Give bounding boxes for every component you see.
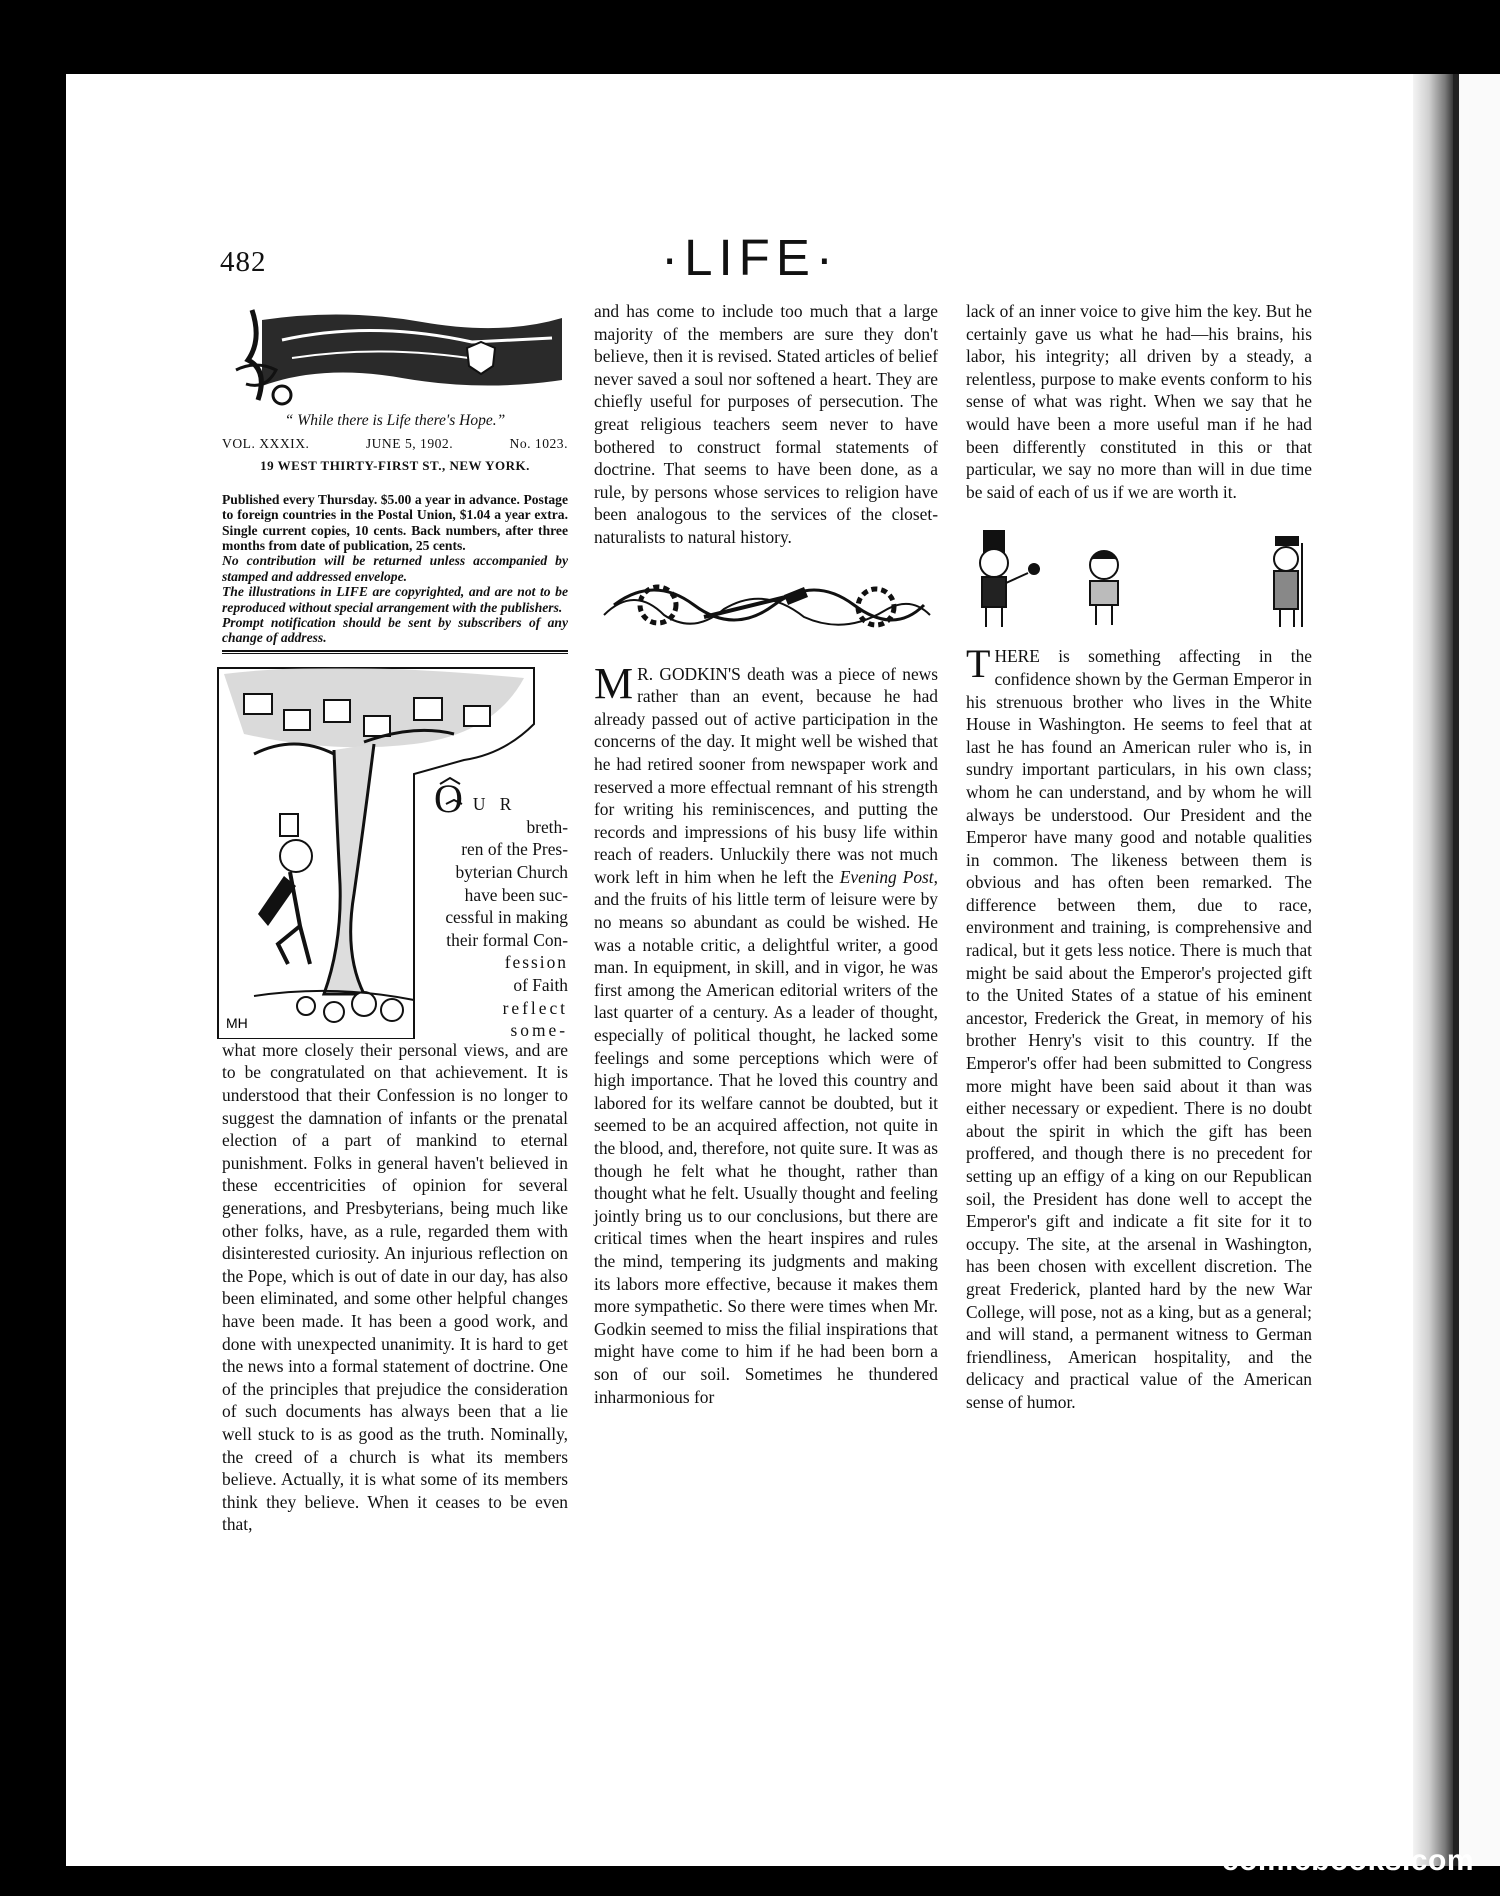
- issue-number: No. 1023.: [509, 435, 568, 451]
- three-figures-illustration: [966, 523, 1312, 633]
- motto: “ While there is Life there's Hope.”: [284, 412, 506, 429]
- godkin-article: M R. GODKIN'S death was a piece of news rather than an event, because he had already passed out of active participation in the concerns of the day. It might well be wished that he had retired sooner from newspaper work and reserved a more effectual remnant of his strength for writing his reminiscences, and putting the records and impressions of his busy life within reach of readers. Unluckily there was not much work left in him when he left the Evening Post, and the fruits of his little term of leisure were by no means so abundant as could be wished. He was a notable critic, a delightful writer, a good man. In equipment, in skill, and in vigor, he was first among the American editorial writers of the last quarter of a century. As a leader of thought, especially of political thought, he lacked some feelings and some perceptions which were of high importance. That he loved this country and labored for its welfare cannot be doubted, but it seemed to be an acquired affection, not quite in the blood, and, therefore, not quite sure. It was as though he felt what he thought, rather than thought what he felt. Usually thought and feeling jointly bring us to our conclusions, but there are critical times when the heart inspires and rules the mind, tempering its judgments and making its labors more effective, because it makes them more sympathetic. So there were times when Mr. Godkin seemed to miss the filial inspirations that might have come to him if he had been born a son of our soil. Sometimes he thundered inharmonious for: [594, 658, 938, 1407]
- presbyterian-article-opening: [222, 664, 568, 1039]
- kaiser-article: THERE is something affecting in the confidence shown by the German Emperor in his strenuous brother who lives in the White House in Washington. He seems to feel that at last he has found an American ruler who is, in sundry important particulars, in his own class; whom he can understand, and by whom he will always be understood. Our President and the Emperor have many good and notable qualities in common. The likeness between them is obvious and has often been remarked. The difference between them, due to race, environment and training, is comprehensive and radical, but it gets less notice. There is much that might be said about the Emperor's projected gift to the United States of a statue of his eminent ancestor, Frederick the Great, in memory of his brother Henry's visit to this country. If the Emperor's offer had been submitted to Congress more might have been said about it than was either necessary or expedient. There is no doubt about the spirit in which the gift has been proffered, and though there is no precedent for setting up an effigy of a king on our Republican soil, the President has done well to accept the Emperor's gift and indicate a fit site for it to occupy. The site, at the arsenal in Washington, has been chosen with excellent discretion. The great Frederick, planted hard by the new War College, will pose, not as a king, but as a general; and will stand, a permanent witness to German friendliness, American hospitality, and the delicacy and practical value of the American sense of humor.: [966, 641, 1312, 1412]
- facing-page-edge: [1453, 74, 1500, 1866]
- volume: VOL. XXXIX.: [222, 435, 310, 451]
- ornament-divider-illustration: [594, 565, 938, 645]
- masthead-life: ·LIFE·: [661, 229, 839, 286]
- column-1: [222, 300, 568, 1536]
- illustration-signature: MH: [226, 1014, 248, 1031]
- address: 19 WEST THIRTY-FIRST ST., NEW YORK.: [260, 458, 530, 474]
- presbyterian-article-body: what more closely their personal views, and are to be congratulated on that achievement. It is understood that their Confession is no longer to suggest the damnation of infants or the prenatal election of a part of mankind to eternal punishment. Folks in general haven't believed in these eccentricities of opinion for several generations, and Presbyterians, being much like other folks, have, as a rule, regarded them with disinterested curiosity. An injurious reflection on the Pope, which is out of date in our day, has also been eliminated, and some other helpful changes have been made. It has been a good work, and done with unexpected unanimity. It is hard to get the news into a formal statement of doctrine. One of the principles that prejudice the consideration of such documents has always been that a lie well stuck to is as good as the truth. Nominally, the creed of a church is what its members believe. Actually, it is what some of its members think they believe. When it ceases to be even that,: [222, 1039, 568, 1535]
- masthead-banner-illustration: [222, 300, 568, 410]
- godkin-article-continued: lack of an inner voice to give him the key. But he certainly gave us what he had—his brains, his labor, his integrity; all driven by a steady, a relentless, purpose to make events conform to his sense of what was right. When we say that he would have been a more useful man if he had been differently constituted in this or that particular, we say no more than will in due time be said of each of us if we are worth it.: [966, 301, 1312, 502]
- creed-article-continued: and has come to include too much that a large majority of the members are sure they don't believe, then it is revised. Stated articles of belief never saved a soul nor softened a heart. They are chiefly useful for purposes of persecution. The great religious teachers seem never to have bothered to construct formal statements of doctrine. That seems to have been done, as a rule, by persons whose services to religion have been analogous to the services of the closet-naturalists to natural history.: [594, 301, 938, 547]
- column-2: [594, 300, 938, 1408]
- watermark: comicbooks.com: [1221, 1844, 1474, 1877]
- notice-contributions: No contribution will be returned unless accompanied by stamped and addressed envelope.: [222, 553, 568, 584]
- volume-line: [222, 433, 568, 456]
- issue-date: JUNE 5, 1902.: [365, 435, 454, 451]
- page-number: 482: [220, 246, 267, 278]
- dropcap-t: T: [966, 641, 991, 687]
- book-spine-shadow: [1413, 74, 1453, 1866]
- dropcap-o: O: [434, 775, 463, 821]
- notice-notification: Prompt notification should be sent by subscribers of any change of address.: [222, 615, 568, 646]
- column-3: [966, 300, 1312, 1414]
- notice-published: Published every Thursday. $5.00 a year in advance. Postage to foreign countries in the Postal Union, $1.04 a year extra. Single current copies, 10 cents. Back numbers, after three months from date of publication, 25 cents.: [222, 491, 568, 553]
- wrapped-lines: O U R breth- ren of the Pres- byterian Church have been suc- cessful in making their formal Con- fession of Faith reflect some-: [434, 775, 568, 1041]
- notice-illustrations: The illustrations in LIFE are copyrighted, and are not to be reproduced without special arrangement with the publishers.: [222, 584, 568, 615]
- dropcap-m: M: [594, 658, 634, 708]
